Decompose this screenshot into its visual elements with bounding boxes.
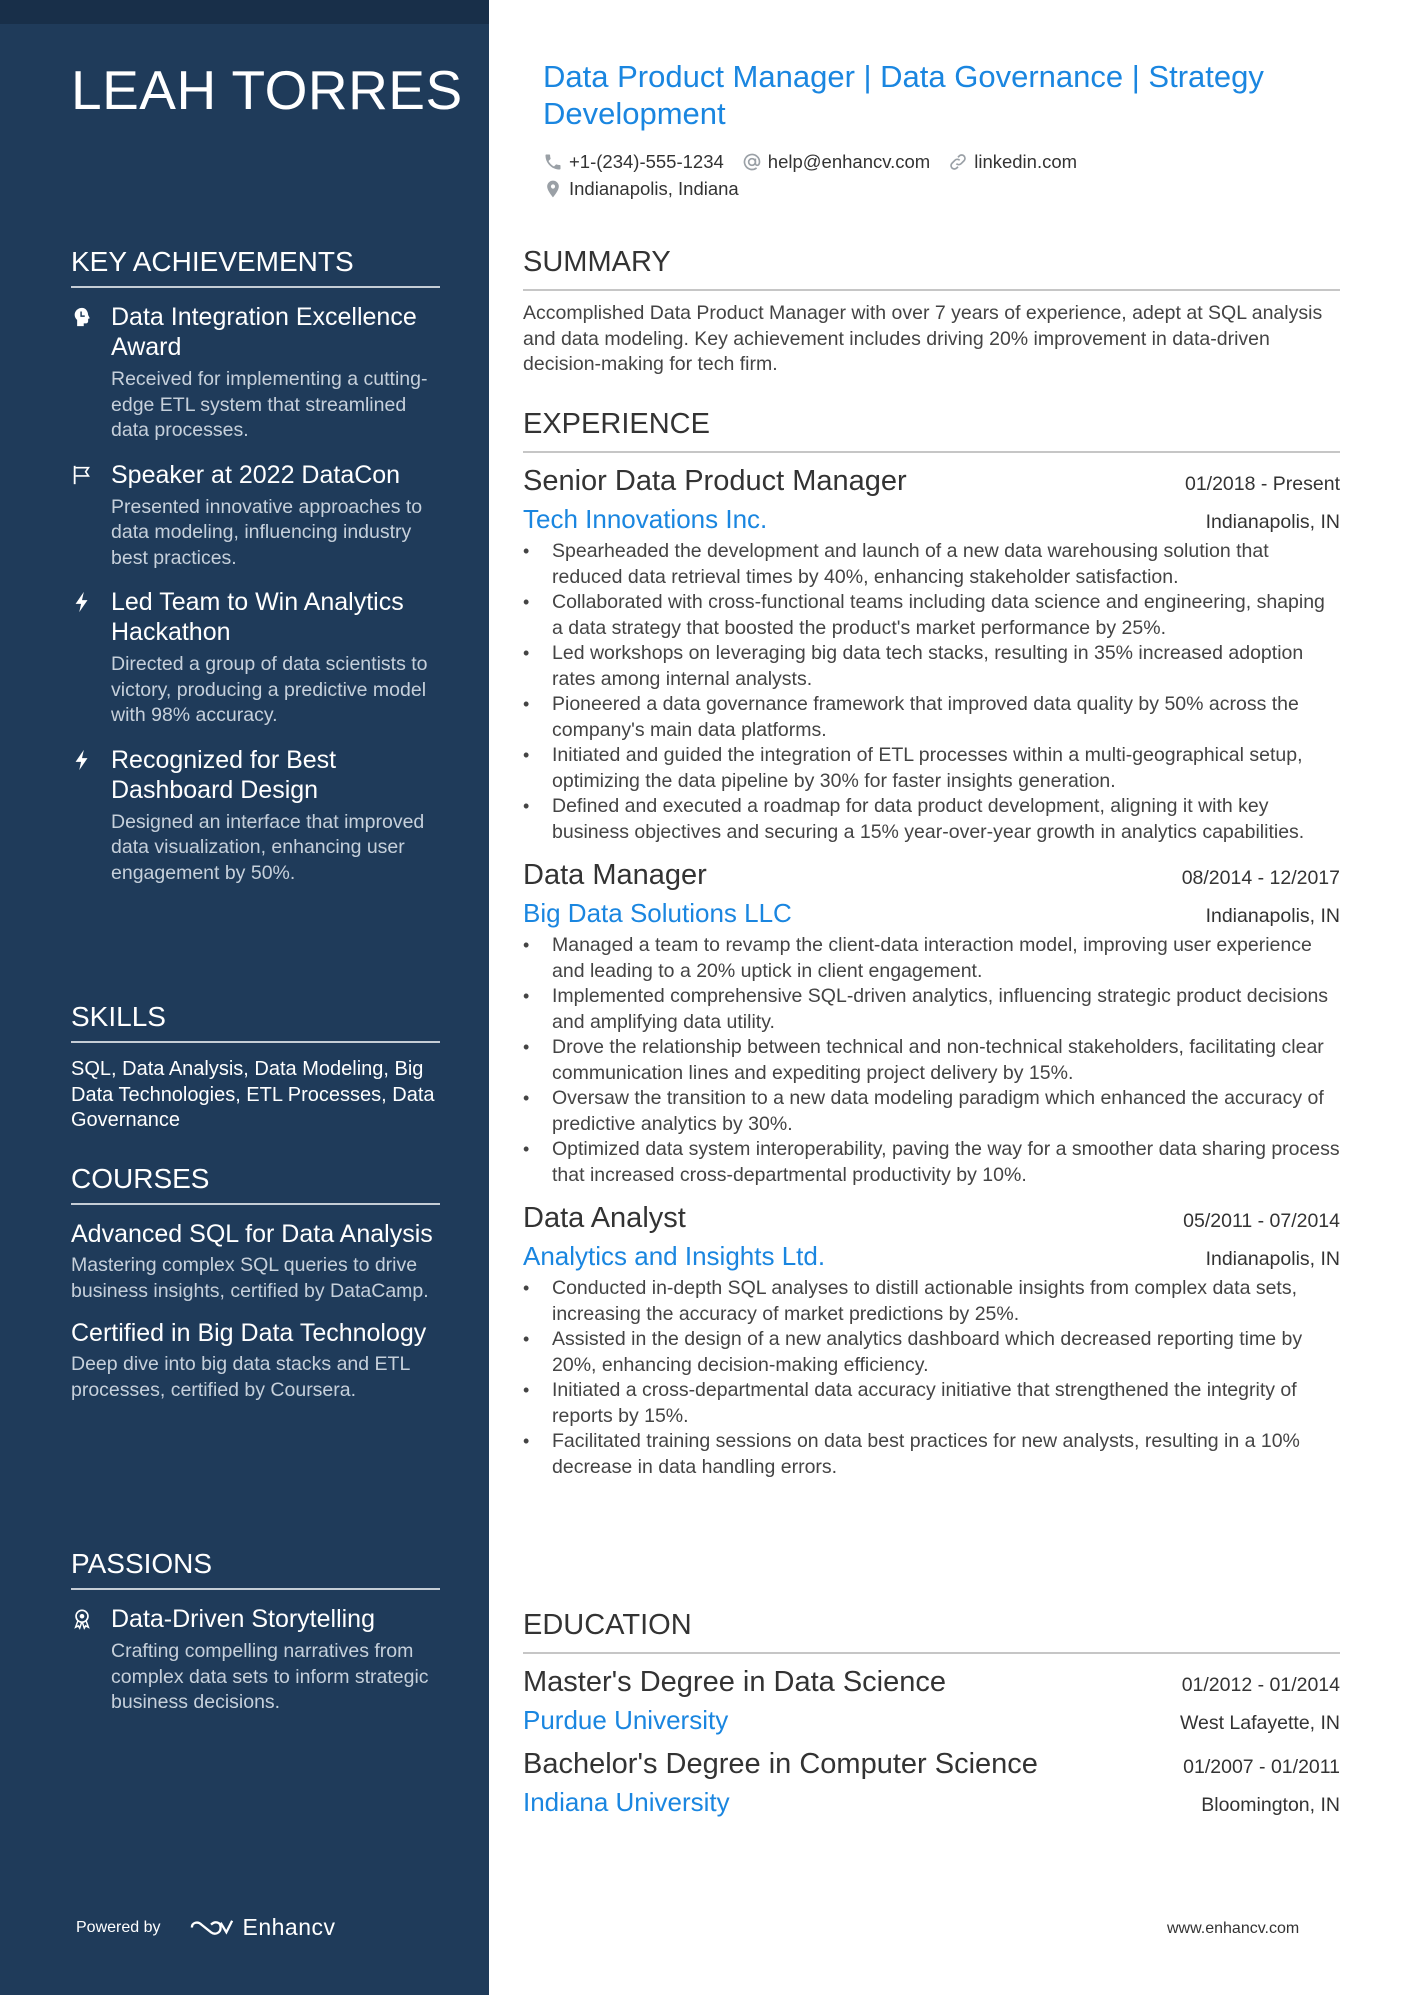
passions-title: PASSIONS (71, 1548, 440, 1590)
linkedin-contact[interactable] (948, 151, 1077, 173)
school-location: Bloomington, IN (1201, 1794, 1340, 1816)
education-entry (523, 1664, 1340, 1736)
passion-item (71, 1604, 440, 1716)
course-item (71, 1318, 440, 1403)
bullet-item: • Initiated a cross-departmental data accuracy initiative that strengthened the integrity of reports by 15%. (523, 1378, 1340, 1429)
job-location: Indianapolis, IN (1205, 905, 1340, 927)
experience-section (523, 408, 1340, 1492)
degree-title: Bachelor's Degree in Computer Science (523, 1748, 1038, 1780)
school-name: Indiana University (523, 1787, 730, 1817)
achievements-section (71, 246, 440, 902)
email-contact[interactable] (742, 151, 930, 173)
summary-text: Accomplished Data Product Manager with over 7 years of experience, adept at SQL analysis and data modeling. Key achievement includes driving 20% improvement in data-driven decision-making for tech firm. (523, 302, 1323, 375)
summary-title: SUMMARY (523, 246, 1340, 291)
education-date: 01/2012 - 01/2014 (1181, 1674, 1340, 1696)
course-desc: Mastering complex SQL queries to drive business insights, certified by DataCamp. (71, 1254, 429, 1302)
job-date: 05/2011 - 07/2014 (1183, 1210, 1340, 1232)
course-desc: Deep dive into big data stacks and ETL processes, certified by Coursera. (71, 1353, 410, 1401)
bullet-item: • Drove the relationship between technical and non-technical stakeholders, facilitating clear communication lines and expediting project delivery by 15%. (523, 1035, 1340, 1086)
powered-by (76, 1914, 336, 1941)
job-title: Data Manager (523, 859, 707, 891)
achievement-title: Speaker at 2022 DataCon (111, 460, 401, 489)
achievements-title: KEY ACHIEVEMENTS (71, 246, 440, 288)
linkedin-text: linkedin.com (974, 150, 1078, 172)
education-section (523, 1609, 1340, 1828)
passion-title: Data-Driven Storytelling (111, 1605, 375, 1633)
bullet-item: • Implemented comprehensive SQL-driven analytics, influencing strategic product decisions and amplifying data utility. (523, 984, 1340, 1035)
location-text: Indianapolis, Indiana (569, 177, 739, 199)
achievement-item (71, 587, 440, 729)
bullet-item: • Defined and executed a roadmap for data product development, aligning it with key business objectives and securing a 15% year-over-year growth in analytics capabilities. (523, 794, 1340, 845)
job-bullets (523, 1276, 1340, 1480)
footer-url[interactable]: www.enhancv.com (1167, 1920, 1300, 1937)
candidate-name: LEAH TORRES (71, 59, 463, 121)
link-icon (948, 152, 968, 172)
achievement-item (71, 460, 440, 572)
passions-section (71, 1548, 440, 1732)
phone-contact[interactable] (543, 151, 724, 173)
enhancv-logo[interactable] (189, 1914, 336, 1941)
at-icon (742, 152, 762, 172)
contact-info (543, 148, 1323, 202)
courses-title: COURSES (71, 1163, 440, 1205)
brain-icon (71, 302, 111, 444)
email-text: help@enhancv.com (767, 150, 931, 172)
degree-title: Master's Degree in Data Science (523, 1666, 947, 1698)
job-entry (523, 857, 1340, 1188)
sidebar-top-bar (0, 0, 489, 24)
course-title: Certified in Big Data Technology (71, 1319, 427, 1347)
achievement-title: Data Integration Excellence Award (111, 303, 417, 361)
enhancv-brand-text: Enhancv (242, 1914, 336, 1940)
job-bullets (523, 539, 1340, 845)
achievement-desc: Directed a group of data scientists to victory, producing a predictive model with 98% accuracy. (111, 653, 428, 726)
job-title: Data Analyst (523, 1202, 686, 1234)
school-location: West Lafayette, IN (1179, 1712, 1340, 1734)
lightning-icon (71, 745, 111, 887)
bullet-item: • Oversaw the transition to a new data modeling paradigm which enhanced the accuracy of predictive analytics by 30%. (523, 1086, 1340, 1137)
job-location: Indianapolis, IN (1205, 511, 1340, 533)
flag-icon (71, 460, 111, 572)
main-column (523, 0, 1340, 1995)
enhancv-logo-icon (189, 1916, 235, 1939)
achievement-title: Led Team to Win Analytics Hackathon (111, 588, 404, 646)
skills-section (71, 1001, 440, 1134)
job-title: Senior Data Product Manager (523, 465, 907, 497)
job-date: 08/2014 - 12/2017 (1181, 867, 1340, 889)
sidebar (0, 0, 489, 1995)
courses-section (71, 1163, 440, 1417)
achievement-desc: Designed an interface that improved data visualization, enhancing user engagement by 50%. (111, 810, 425, 884)
job-location: Indianapolis, IN (1205, 1248, 1340, 1270)
job-bullets (523, 933, 1340, 1188)
bullet-item: • Led workshops on leveraging big data tech stacks, resulting in 35% increased adoption rates among internal analysts. (523, 641, 1340, 692)
bullet-item: • Spearheaded the development and launch of a new data warehousing solution that reduced data retrieval times by 40%, enhancing stakeholder satisfaction. (523, 539, 1340, 590)
company-name: Big Data Solutions LLC (523, 898, 792, 928)
bullet-item: • Managed a team to revamp the client-data interaction model, improving user experience and leading to a 20% uptick in client engagement. (523, 933, 1340, 984)
award-icon (71, 1604, 111, 1716)
skills-title: SKILLS (71, 1001, 440, 1043)
achievement-desc: Presented innovative approaches to data modeling, influencing industry best practices. (111, 495, 423, 569)
education-title: EDUCATION (523, 1609, 1340, 1654)
location-pin-icon (543, 179, 563, 199)
course-title: Advanced SQL for Data Analysis (71, 1220, 433, 1248)
location-contact (543, 178, 739, 200)
bullet-item: • Initiated and guided the integration of ETL processes within a multi-geographical setup, optimizing the data pipeline by 30% for faster insights generation. (523, 743, 1340, 794)
achievement-item (71, 745, 440, 887)
experience-title: EXPERIENCE (523, 408, 1340, 453)
bullet-item: • Facilitated training sessions on data best practices for new analysts, resulting in a 10% decrease in data handling errors. (523, 1429, 1340, 1480)
phone-icon (543, 152, 563, 172)
headline: Data Product Manager | Data Governance | Strategy Development (543, 59, 1264, 131)
achievement-title: Recognized for Best Dashboard Design (111, 745, 337, 804)
bullet-item: • Collaborated with cross-functional teams including data science and engineering, shaping a data strategy that boosted the product's market performance by 25%. (523, 590, 1340, 641)
course-item (71, 1219, 440, 1304)
job-entry (523, 1200, 1340, 1480)
company-name: Tech Innovations Inc. (523, 504, 768, 534)
education-entry (523, 1746, 1340, 1818)
job-entry (523, 463, 1340, 845)
achievement-item (71, 302, 440, 444)
passion-desc: Crafting compelling narratives from complex data sets to inform strategic business decisions. (111, 1640, 429, 1713)
bullet-item: • Optimized data system interoperability, paving the way for a smoother data sharing process that increased cross-departmental productivity by 10%. (523, 1137, 1340, 1188)
achievement-desc: Received for implementing a cutting-edge ETL system that streamlined data processes. (111, 368, 428, 441)
bullet-item: • Conducted in-depth SQL analyses to distill actionable insights from complex data sets, increasing the accuracy of market predictions by 25%. (523, 1276, 1340, 1327)
powered-by-label: Powered by (76, 1918, 161, 1936)
lightning-icon (71, 587, 111, 729)
company-name: Analytics and Insights Ltd. (523, 1241, 826, 1271)
summary-section (523, 246, 1340, 378)
skills-list: SQL, Data Analysis, Data Modeling, Big Data Technologies, ETL Processes, Data Governance (71, 1058, 435, 1131)
job-date: 01/2018 - Present (1184, 473, 1340, 495)
bullet-item: • Assisted in the design of a new analytics dashboard which decreased reporting time by 20%, enhancing decision-making efficiency. (523, 1327, 1340, 1378)
school-name: Purdue University (523, 1705, 729, 1735)
education-date: 01/2007 - 01/2011 (1183, 1756, 1340, 1778)
phone-text: +1-(234)-555-1234 (569, 150, 724, 172)
bullet-item: • Pioneered a data governance framework that improved data quality by 50% across the company's main data platforms. (523, 692, 1340, 743)
